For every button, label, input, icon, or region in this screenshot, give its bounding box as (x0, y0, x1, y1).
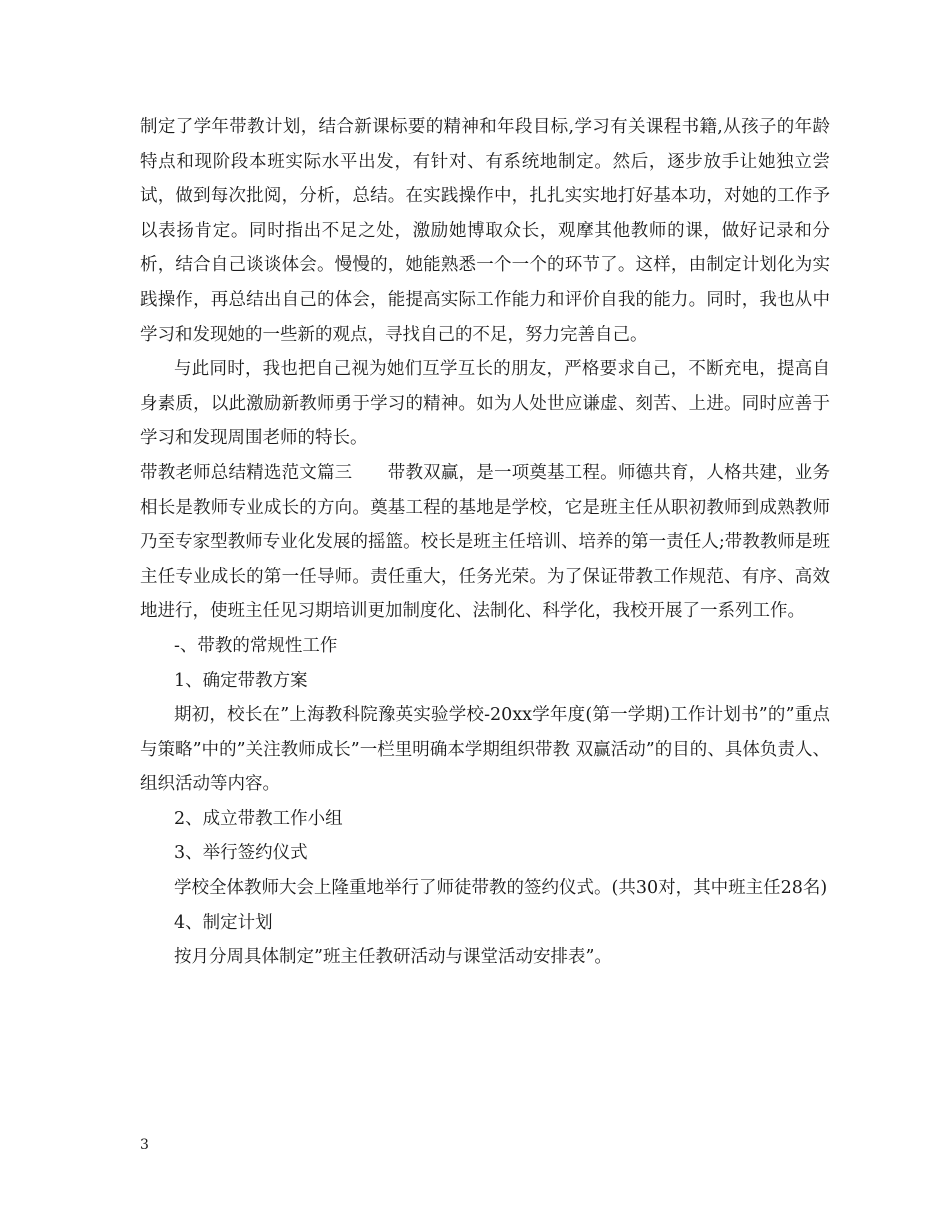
document-body (140, 110, 830, 975)
subsection-heading: 2、成立带教工作小组 (174, 808, 343, 829)
paragraph: 学校全体教师大会上隆重地举行了师徒带教的签约仪式。(共30对，其中班主任28名) (174, 878, 828, 899)
paragraph: 带教老师总结精选范文篇三 带教双赢，是一项奠基工程。师德共育，人格共建，业务相长是教师专业成长的方向。奠基工程的基地是学校，它是班主任从职初教师到成熟教师乃至专家型教师专业化发展的摇篮。校长是班主任培训、培养的第一责任人;带教教师是班主任专业成长的第一任导师。责任重大，任务光荣。为了保证带教工作规范、有序、高效地进行，使班主任见习期培训更加制度化、法制化、科学化，我校开展了一系列工作。 (140, 462, 830, 622)
paragraph: 按月分周具体制定”班主任教研活动与课堂活动安排表”。 (174, 947, 612, 968)
section-heading: -、带教的常规性工作 (174, 635, 338, 656)
paragraph: 制定了学年带教计划，结合新课标要的精神和年段目标,学习有关课程书籍,从孩子的年龄特点和现阶段本班实际水平出发，有针对、有系统地制定。然后，逐步放手让她独立尝试，做到每次批阅，分析，总结。在实践操作中，扎扎实实地打好基本功，对她的工作予以表扬肯定。同时指出不足之处，激励她博取众长，观摩其他教师的课，做好记录和分析，结合自己谈谈体会。慢慢的，她能熟悉一个一个的环节了。这样，由制定计划化为实践操作，再总结出自己的体会，能提高实际工作能力和评价自我的能力。同时，我也从中学习和发现她的一些新的观点，寻找自己的不足，努力完善自己。 (140, 117, 830, 345)
subsection-heading: 4、制定计划 (174, 912, 273, 933)
paragraph: 与此同时，我也把自己视为她们互学互长的朋友，严格要求自己，不断充电，提高自身素质，以此激励新教师勇于学习的精神。如为人处世应谦虚、刻苦、上进。同时应善于学习和发现周围老师的特长。 (140, 359, 830, 449)
subsection-heading: 3、举行签约仪式 (174, 843, 308, 864)
subsection-heading: 1、确定带教方案 (174, 670, 308, 691)
page-number: 3 (140, 1137, 149, 1153)
paragraph: 期初，校长在”上海教科院豫英实验学校-20xx学年度(第一学期)工作计划书”的”重点与策略”中的”关注教师成长”一栏里明确本学期组织带教 双赢活动”的目的、具体负责人、组织活动等内容。 (140, 705, 830, 795)
